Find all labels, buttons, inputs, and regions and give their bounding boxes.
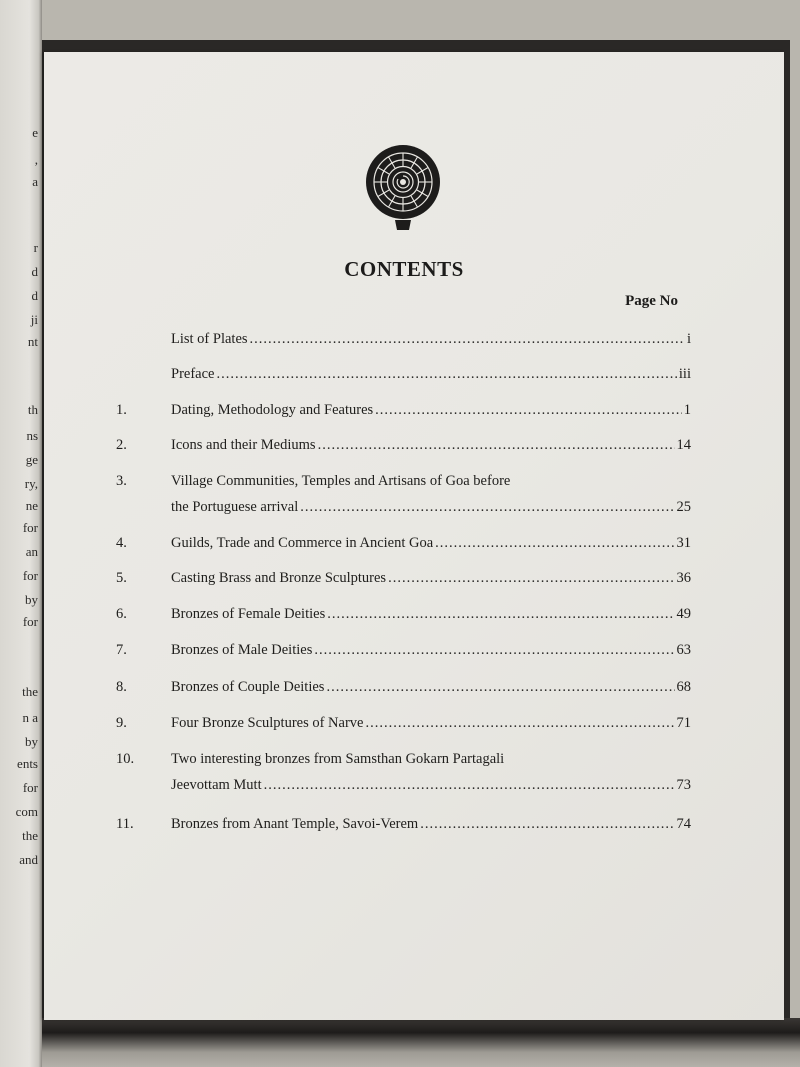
facing-text-fragment: r — [33, 240, 38, 255]
entry-title: Four Bronze Sculptures of Narve — [171, 715, 364, 731]
facing-text-fragment: d — [31, 288, 38, 303]
leader-dots — [216, 366, 676, 383]
contents-title: CONTENTS — [344, 257, 464, 281]
entry-number: 1. — [116, 402, 127, 418]
entry-number: 9. — [116, 715, 127, 731]
facing-text-fragment: ry, — [24, 476, 38, 491]
entry-page: 74 — [676, 816, 691, 832]
entry-page: 31 — [676, 535, 691, 551]
entry-page: 25 — [676, 499, 691, 515]
entry-page: 49 — [676, 606, 691, 622]
entry-number: 6. — [116, 606, 127, 622]
leader-dots — [365, 715, 674, 732]
entry-number: 8. — [116, 679, 127, 695]
leader-dots — [314, 642, 674, 659]
entry-page: 63 — [676, 642, 691, 658]
facing-text-fragment: for — [22, 520, 38, 535]
contents-page — [44, 52, 784, 1020]
entry-title: Preface — [171, 366, 215, 382]
facing-text-fragment: d — [31, 264, 38, 279]
leader-dots — [388, 570, 674, 587]
entry-title: Casting Brass and Bronze Sculptures — [171, 570, 387, 586]
leader-dots — [375, 402, 682, 419]
entry-title: Icons and their Mediums — [171, 437, 316, 453]
facing-text-fragment: for — [22, 780, 38, 795]
facing-text-fragment: th — [27, 402, 38, 417]
entry-number: 5. — [116, 570, 127, 586]
leader-dots — [326, 679, 674, 696]
leader-dots — [327, 606, 674, 623]
leader-dots — [318, 437, 675, 454]
entry-title: Guilds, Trade and Commerce in Ancient Goa — [171, 535, 434, 551]
entry-title: Two interesting bronzes from Samsthan Gokarn Partagali — [171, 751, 505, 767]
facing-text-fragment: the — [22, 828, 38, 843]
facing-text-fragment: ne — [25, 498, 38, 513]
entry-title: Bronzes of Male Deities — [171, 642, 313, 658]
entry-title: Village Communities, Temples and Artisans of Goa before — [171, 473, 511, 489]
entry-number: 10. — [116, 751, 135, 767]
leader-dots — [435, 535, 674, 552]
entry-page: 73 — [676, 777, 691, 793]
facing-text-fragment: for — [22, 614, 38, 629]
entry-number: 4. — [116, 535, 127, 551]
page-no-header: Page No — [625, 293, 678, 309]
entry-title-continued: the Portuguese arrival — [171, 499, 299, 515]
entry-number: 11. — [116, 816, 134, 832]
facing-text-fragment: ents — [17, 756, 38, 771]
facing-text-fragment: an — [25, 544, 38, 559]
entry-title: List of Plates — [171, 331, 248, 347]
facing-text-fragment: e — [32, 125, 38, 140]
facing-text-fragment: by — [25, 592, 38, 607]
facing-text-fragment: ji — [30, 312, 38, 327]
facing-text-fragment: com — [15, 804, 38, 819]
entry-title-continued: Jeevottam Mutt — [171, 777, 262, 793]
spiral-shell-emblem-icon — [365, 144, 441, 232]
entry-page: 1 — [683, 402, 691, 418]
entry-page: iii — [678, 366, 691, 382]
entry-title: Bronzes of Couple Deities — [171, 679, 325, 695]
entry-page: 68 — [676, 679, 691, 695]
leader-dots — [420, 816, 674, 833]
entry-title: Bronzes of Female Deities — [171, 606, 326, 622]
facing-text-fragment: ns — [26, 428, 38, 443]
facing-text-fragment: a — [32, 174, 38, 189]
facing-text-fragment: n a — [22, 710, 38, 725]
leader-dots — [300, 499, 674, 516]
entry-page: i — [686, 331, 691, 347]
leader-dots — [264, 777, 675, 794]
facing-page-edge — [0, 0, 42, 1067]
facing-text-fragment: ge — [25, 452, 38, 467]
facing-text-fragment: the — [22, 684, 38, 699]
entry-title: Dating, Methodology and Features — [171, 402, 374, 418]
facing-text-fragment: by — [25, 734, 38, 749]
entry-title: Bronzes from Anant Temple, Savoi-Verem — [171, 816, 419, 832]
book-bottom-edge — [40, 1018, 800, 1067]
facing-text-fragment: , — [34, 152, 38, 167]
facing-text-fragment: for — [22, 568, 38, 583]
entry-page: 71 — [676, 715, 691, 731]
entry-number: 3. — [116, 473, 127, 489]
entry-number: 7. — [116, 642, 127, 658]
entry-page: 36 — [676, 570, 691, 586]
leader-dots — [250, 331, 685, 348]
facing-text-fragment: nt — [27, 334, 38, 349]
entry-page: 14 — [676, 437, 691, 453]
entry-number: 2. — [116, 437, 127, 453]
facing-text-fragment: and — [19, 852, 38, 867]
